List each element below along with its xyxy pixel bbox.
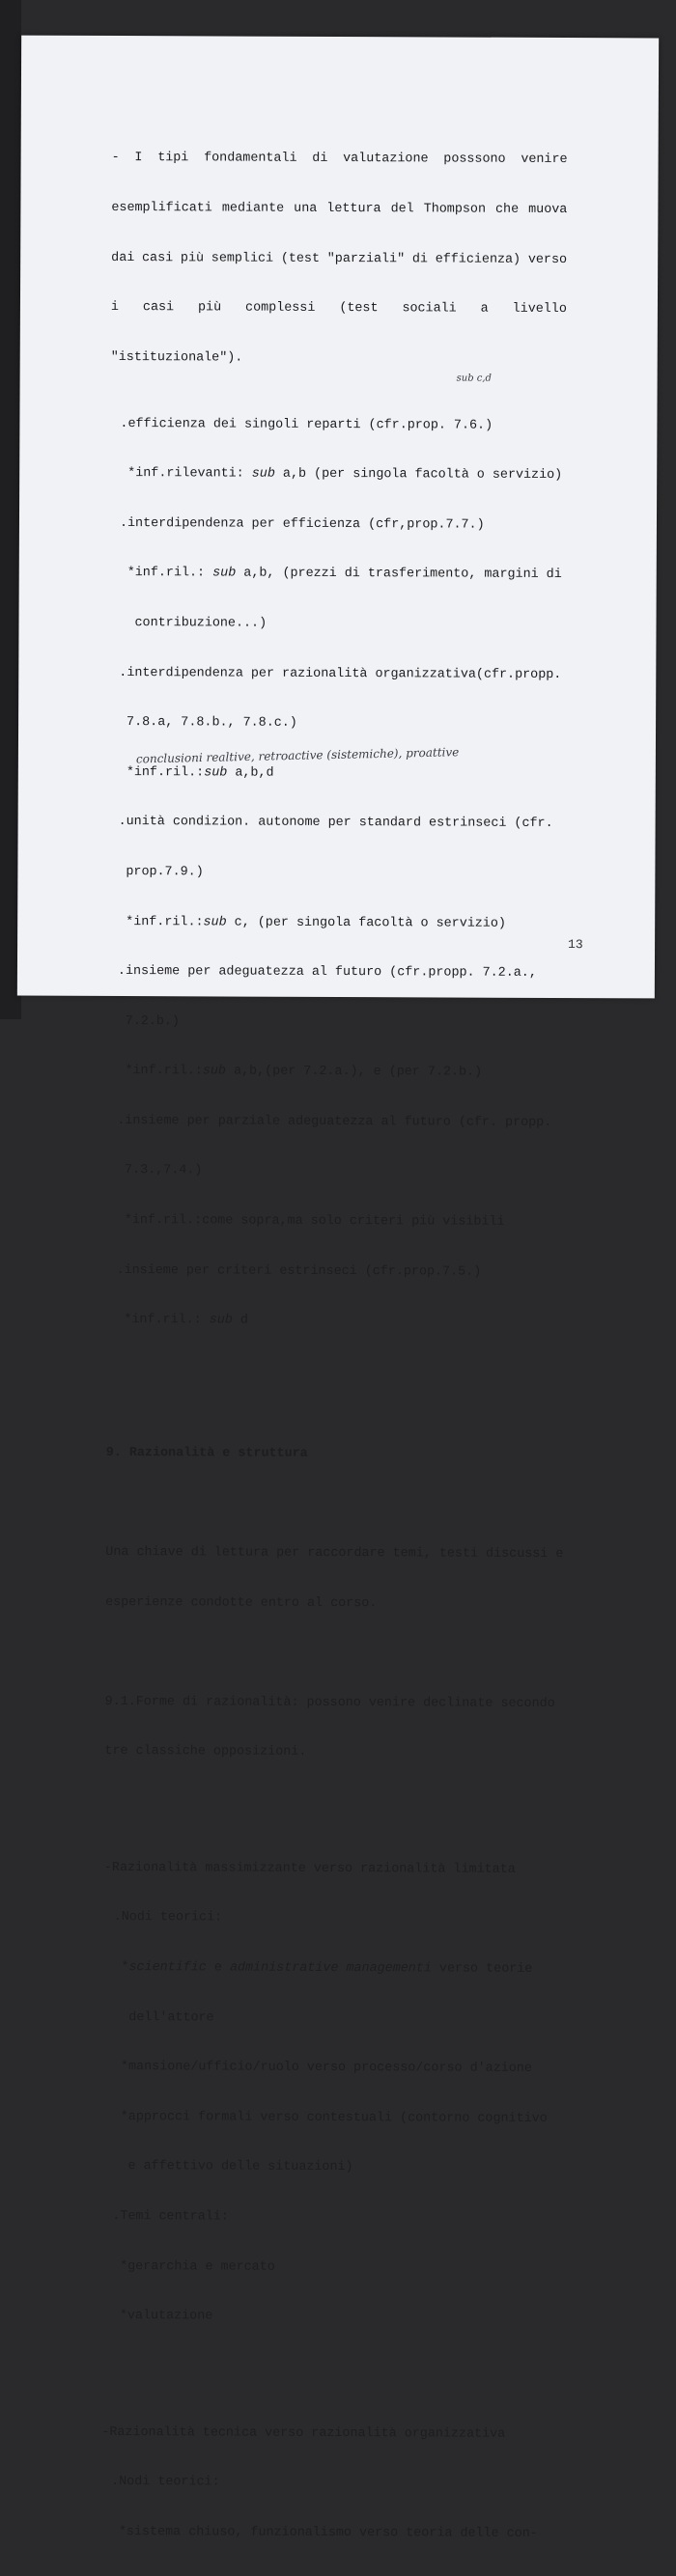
list-item: .unità condizion. autonome per standard estrinseci (cfr. <box>118 815 553 832</box>
list-item: *inf.ril.:sub a,b,(per 7.2.a.), e (per 7.2.b.) <box>125 1064 483 1080</box>
list-item: .insieme per parziale adeguatezza al futuro (cfr. propp. <box>117 1113 552 1130</box>
paragraph-line: Una chiave di lettura per raccordare temi, testi discussi e <box>105 1544 564 1563</box>
document-page <box>17 36 659 2541</box>
page-number: 13 <box>568 937 583 953</box>
list-item: *gerarchia e mercato <box>120 2258 275 2275</box>
list-item: *valutazione <box>119 2309 213 2324</box>
paragraph-line: esperienze condotte entro al corso. <box>105 1594 378 1611</box>
handwritten-note: sub c,d <box>456 373 492 384</box>
list-item: *scientific e administrative managementi verso teorie <box>121 1960 533 1977</box>
list-item: .interdipendenza per razionalità organizzativa(cfr.propp. <box>119 665 562 682</box>
paragraph-line: 9.1.Forme di razionalità: possono venire declinate secondo <box>104 1694 555 1711</box>
list-item: .insieme per criteri estrinseci (cfr.prop.7.5.) <box>116 1262 482 1280</box>
paragraph-line: i casi più complessi (test sociali a livello <box>110 300 567 318</box>
list-item: *mansione/ufficio/ruolo verso processo/corso d'azione <box>120 2060 532 2077</box>
list-item: e affettivo delle situazioni) <box>127 2159 353 2175</box>
handwritten-note: conclusioni realtive, retroactive (sistemiche), proattive <box>135 745 460 766</box>
paragraph-line: esemplificati mediante una lettura del Thompson che muova <box>111 200 568 218</box>
list-item: .insieme per adeguatezza al futuro (cfr.propp. 7.2.a., <box>117 964 537 982</box>
paragraph-line: tre classiche opposizioni. <box>104 1744 307 1760</box>
list-item: .efficienza dei singoli reparti (cfr.prop. 7.6.) <box>120 416 493 433</box>
paragraph-line: dai casi più semplici (test "parziali" di efficienza) verso <box>111 250 568 267</box>
opposition-title: -Razionalità massimizzante verso razionalità limitata <box>103 1860 516 1877</box>
list-item: *sistema chiuso, funzionalismo verso teoria delle con- <box>118 2524 538 2541</box>
list-item: *inf.ril.:come sopra,ma solo criteri più visibili <box>124 1213 505 1230</box>
document-text <box>101 117 595 2575</box>
list-item: *inf.ril.:sub c, (per singola facoltà o servizio) <box>126 914 506 931</box>
paragraph-line: - I tipi fondamentali di valutazione posssono venire <box>111 151 568 168</box>
list-item: *inf.ril.:sub a,b,d <box>126 764 274 781</box>
list-item: prop.7.9.) <box>126 864 204 880</box>
list-item: *inf.ril.: sub d <box>124 1313 248 1328</box>
list-item: 7.3.,7.4.) <box>125 1163 203 1178</box>
list-item: .Temi centrali: <box>112 2208 229 2225</box>
opposition-title: -Razionalità tecnica verso razionalità organizzativa <box>101 2424 506 2442</box>
list-item: .Nodi teorici: <box>113 1910 223 1925</box>
list-item: *approcci formali verso contestuali (contorno cognitivo <box>120 2109 548 2126</box>
list-item: *inf.ril.: sub a,b, (prezzi di trasferimento, margini di <box>127 566 562 583</box>
list-item: .interdipendenza per efficienza (cfr,prop.7.7.) <box>119 515 485 533</box>
list-item: 7.2.b.) <box>125 1013 180 1029</box>
section-heading: 9. Razionalità e struttura <box>105 1445 308 1461</box>
list-item: .Nodi teorici: <box>111 2475 220 2490</box>
list-item: contribuzione...) <box>134 616 268 631</box>
paragraph-line: "istituzionale"). <box>110 349 243 366</box>
list-item: 7.8.a, 7.8.b., 7.8.c.) <box>127 715 297 731</box>
list-item: *inf.rilevanti: sub a,b (per singola facoltà o servizio) <box>127 466 563 484</box>
list-item: dell'attore <box>128 2009 214 2026</box>
